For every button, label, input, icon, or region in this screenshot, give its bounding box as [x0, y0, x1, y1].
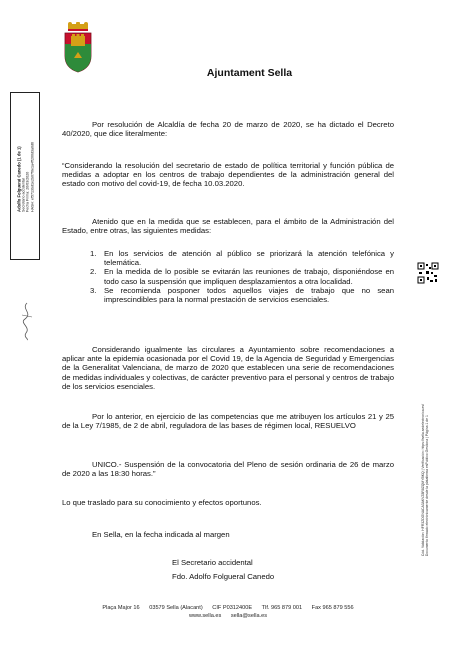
signer-name: Adolfo Folguerai Canedo (1 de 1)	[16, 146, 22, 212]
place-date-line: En Sella, en la fecha indicada al margen	[92, 530, 230, 539]
signature-stamp	[10, 92, 40, 260]
page-title: Ajuntament Sella	[206, 67, 293, 79]
handwritten-signature-icon	[17, 301, 37, 341]
footer-email: sella@sella.es	[230, 613, 268, 619]
considerando-paragraph: “Considerando la resolución del secretario de estado de política territorial y función pública de medidas a adoptar en los centros de trabajo dependientes de la administración general del estado con motivo del covid-19, de fecha 10.03.2020.	[62, 161, 394, 189]
list-item-text: En la medida de lo posible se evitarán las reuniones de trabajo, disponiéndose en todo caso la suspensión que impliquen desplazamientos a otra localidad.	[104, 267, 394, 286]
footer-postal: 03579 Sella (Alacant)	[149, 605, 203, 611]
footer-cif: CIF P0312400E	[212, 605, 253, 611]
list-item-number: 2.	[90, 267, 97, 277]
platform-note: Documento firmado electrónicamente desde la plataforma esPublico Gestiona | Página 1 de 1	[425, 415, 429, 557]
traslado-paragraph: Lo que traslado para su conocimiento y efectos oportunos.	[62, 498, 262, 507]
validation-side-strip	[405, 330, 445, 630]
unico-paragraph: UNICO.- Suspensión de la convocatoria del Pleno de sesión ordinaria de 26 de marzo de 2020 a las 18:30 horas.”	[62, 460, 394, 479]
list-item	[62, 286, 394, 304]
list-item	[62, 267, 394, 285]
footer-web: www.sella.es	[188, 613, 222, 619]
list-item-number: 1.	[90, 249, 97, 258]
signer-role: Secretario accidental	[21, 178, 26, 212]
signature-hash: HASH: ef5713bd1e2b07f0e1a4ff200d3a0d6	[30, 142, 35, 212]
footer-fax: Fax 965 879 556	[311, 605, 354, 611]
list-item-text: Se recomienda posponer todos aquellos viajes de trabajo que no sean imprescindibles para la normal prestación de servicios esenciales.	[104, 285, 394, 305]
atenido-paragraph: Atenido que en la medida que se establecen, para el ámbito de la Administración del Estado, entre otras, las siguientes medidas:	[62, 217, 394, 236]
validation-text	[421, 404, 429, 556]
list-item	[62, 249, 394, 267]
page-footer	[62, 604, 394, 620]
validation-code: Cód. Validación: HFR3ZDGNACA3AKVZ8R8ZQMYBKQ | Verificación: https://sella.sedelectronica.es/	[421, 403, 425, 557]
footer-web-line	[62, 612, 394, 620]
signature-date: Fecha Firma: 20/03/2020	[26, 171, 30, 212]
signature-stamp-text	[18, 142, 35, 212]
signatory-role: El Secretario accidental	[172, 558, 253, 567]
footer-contact-line	[62, 604, 394, 612]
resuelvo-paragraph: Por lo anterior, en ejercicio de las competencias que me atribuyen los artículos 21 y 25 de la Ley 7/1985, de 2 de abril, reguladora de las bases de régimen local, RESUELVO	[62, 412, 394, 431]
intro-paragraph: Por resolución de Alcaldía de fecha 20 de marzo de 2020, se ha dictado el Decreto 40/2020, que dice literalmente:	[62, 120, 394, 139]
measures-list	[62, 249, 394, 304]
circulares-paragraph: Considerando igualmente las circulares a Ayuntamiento sobre recomendaciones a aplicar ante la epidemia ocasionada por el Covid 19, de la Agencia de Seguridad y Emergencias de la Generalitat Valenciana, de marzo de 2020 que establecen una serie de recomendaciones de medidas individuales y colectivas, de carácter preventivo para el personal y centros de trabajo de los servicios esenciales.	[62, 345, 394, 391]
footer-address: Plaça Major 16	[102, 605, 140, 611]
list-item-number: 3.	[90, 285, 97, 295]
qr-code-icon	[417, 262, 439, 284]
signatory-name: Fdo. Adolfo Folgueral Canedo	[172, 572, 275, 581]
list-item-text: En los servicios de atención al público se priorizará la atención telefónica y telemática.	[104, 249, 394, 268]
footer-tel: Tlf. 965 879 001	[261, 605, 303, 611]
